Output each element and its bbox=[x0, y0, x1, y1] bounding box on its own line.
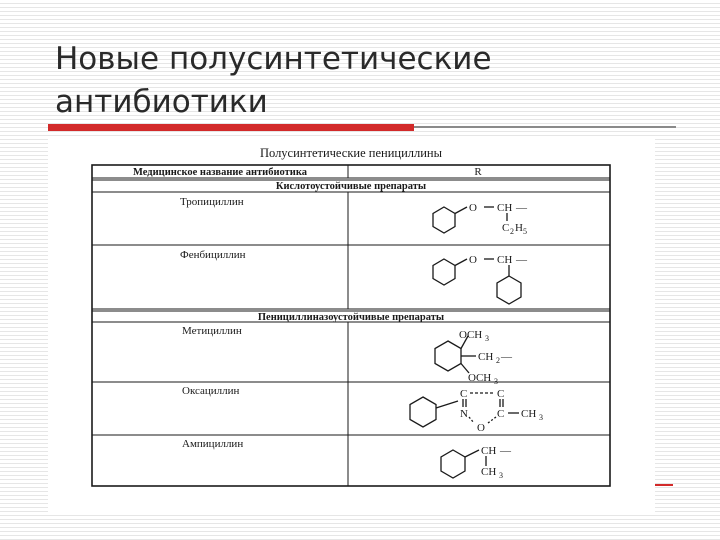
benzene-ring-icon bbox=[433, 207, 455, 233]
bond-label: — bbox=[500, 445, 511, 457]
penicillin-table-figure bbox=[48, 139, 655, 514]
atom-label: C bbox=[497, 388, 505, 400]
slide-title bbox=[55, 38, 575, 124]
structure-methicillin bbox=[435, 336, 476, 373]
section-header-acid-resistant: Кислотоустойчивые препараты bbox=[275, 181, 427, 192]
atom-label: CH bbox=[481, 466, 497, 478]
atom-label: CH bbox=[497, 254, 513, 266]
footer-accent-dash bbox=[655, 484, 673, 486]
title-divider-line bbox=[414, 126, 676, 128]
atom-label: O bbox=[469, 254, 477, 266]
atom-label: O bbox=[477, 422, 485, 434]
bond-label: — bbox=[516, 202, 527, 214]
atom-label: H bbox=[515, 222, 523, 234]
benzene-ring-icon bbox=[410, 397, 436, 427]
atom-label: N bbox=[460, 408, 468, 420]
drug-name-phenbenicillin: Фенбициллин bbox=[180, 249, 246, 261]
benzene-ring-icon bbox=[497, 276, 521, 304]
subscript: 3 bbox=[494, 377, 498, 386]
benzene-ring-icon bbox=[435, 341, 461, 371]
atom-label: CH bbox=[481, 445, 497, 457]
subscript: 2 bbox=[496, 356, 500, 365]
subscript: 3 bbox=[499, 471, 503, 480]
subscript: 2 bbox=[510, 227, 514, 236]
benzene-ring-icon bbox=[433, 259, 455, 285]
structure-ampicillin bbox=[441, 450, 486, 478]
drug-name-tropicillin: Тропициллин bbox=[180, 196, 244, 208]
atom-label: CH bbox=[478, 351, 494, 363]
column-header-r: R bbox=[474, 166, 482, 178]
bond-label: — bbox=[516, 254, 527, 266]
table-grid bbox=[92, 165, 610, 486]
penicillin-table-svg bbox=[48, 139, 655, 514]
subscript: 3 bbox=[485, 334, 489, 343]
atom-label: C bbox=[460, 388, 468, 400]
title-accent-bar bbox=[48, 124, 414, 131]
subscript: 5 bbox=[523, 227, 527, 236]
subscript: 3 bbox=[539, 413, 543, 422]
title-line-2: антибиотики bbox=[55, 84, 268, 120]
table-border bbox=[92, 165, 610, 486]
atom-label: O bbox=[469, 202, 477, 214]
benzene-ring-icon bbox=[441, 450, 465, 478]
title-line-1: Новые полусинтетические bbox=[55, 41, 492, 77]
atom-label: OCH bbox=[468, 372, 492, 384]
atom-label: CH bbox=[497, 202, 513, 214]
drug-name-methicillin: Метициллин bbox=[182, 325, 242, 337]
atom-label: C bbox=[502, 222, 510, 234]
atom-label: OCH bbox=[459, 329, 483, 341]
drug-name-ampicillin: Ампициллин bbox=[182, 438, 244, 450]
drug-name-oxacillin: Оксациллин bbox=[182, 385, 240, 397]
table-caption: Полусинтетические пенициллины bbox=[259, 146, 443, 160]
atom-label: CH bbox=[521, 408, 537, 420]
section-header-penicillinase-resistant: Пенициллиназоустойчивые препараты bbox=[257, 312, 445, 323]
bond-label: — bbox=[501, 351, 512, 363]
atom-label: C bbox=[497, 408, 505, 420]
column-header-name: Медицинское название антибиотика bbox=[132, 167, 308, 178]
